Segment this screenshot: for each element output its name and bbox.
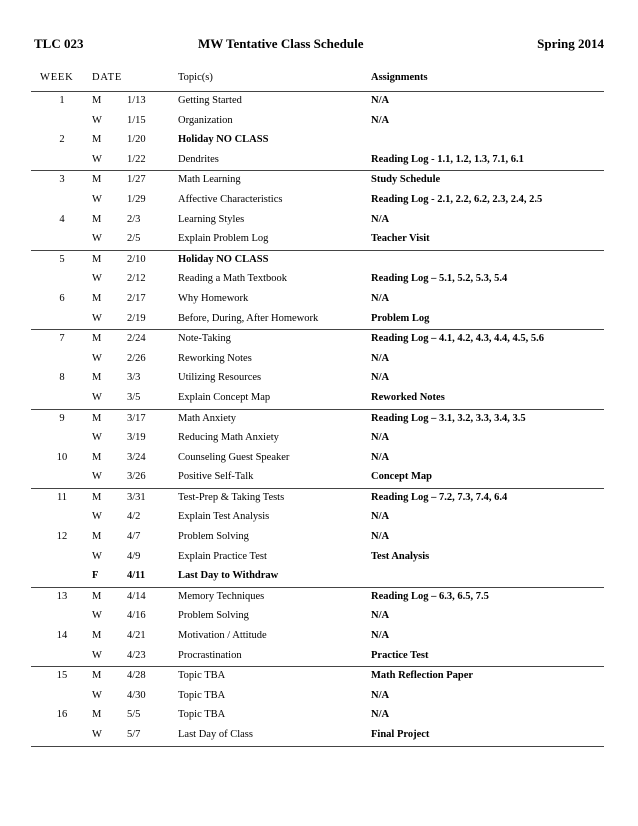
topic-cell: Topic TBA xyxy=(178,670,226,682)
day-cell: W xyxy=(92,550,102,562)
date-cell: 4/14 xyxy=(127,590,146,602)
table-row xyxy=(31,647,604,667)
week-group xyxy=(31,170,604,249)
date-cell: 2/19 xyxy=(127,312,146,324)
assignment-cell: Reading Log - 2.1, 2.2, 6.2, 2.3, 2.4, 2.5 xyxy=(371,193,543,205)
column-header-date: DATE xyxy=(92,72,123,83)
date-cell: 1/15 xyxy=(127,114,146,126)
day-cell: M xyxy=(92,451,102,463)
table-row xyxy=(31,489,604,509)
assignment-cell: Math Reflection Paper xyxy=(371,670,474,682)
date-cell: 3/19 xyxy=(127,432,146,444)
assignment-cell: N/A xyxy=(371,610,390,622)
table-row xyxy=(31,429,604,449)
day-cell: M xyxy=(92,134,102,146)
column-header-week: WEEK xyxy=(40,72,74,83)
week-cell: 14 xyxy=(56,630,68,642)
table-row xyxy=(31,330,604,350)
topic-cell: Holiday NO CLASS xyxy=(178,253,269,265)
table-row xyxy=(31,151,604,171)
assignment-cell: Teacher Visit xyxy=(371,233,430,245)
topic-cell: Last Day of Class xyxy=(178,729,253,740)
assignment-cell: N/A xyxy=(371,689,390,701)
table-row xyxy=(31,726,604,746)
topic-cell: Utilizing Resources xyxy=(178,372,262,384)
table-row xyxy=(31,468,604,488)
day-cell: M xyxy=(92,333,102,345)
topic-cell: Problem Solving xyxy=(178,531,249,543)
date-cell: 2/17 xyxy=(127,292,146,304)
table-row xyxy=(31,171,604,191)
date-cell: 4/30 xyxy=(127,689,146,701)
assignment-cell: Concept Map xyxy=(371,471,432,483)
topic-cell: Topic TBA xyxy=(178,709,226,721)
date-cell: 4/2 xyxy=(127,511,141,523)
topic-cell: Reworking Notes xyxy=(178,352,252,364)
week-cell: 1 xyxy=(59,95,65,106)
table-row xyxy=(31,251,604,271)
assignment-cell: N/A xyxy=(371,630,390,642)
topic-cell: Math Learning xyxy=(178,174,241,186)
date-cell: 5/7 xyxy=(127,729,141,740)
week-cell: 4 xyxy=(59,213,65,225)
topic-cell: Memory Techniques xyxy=(178,590,265,602)
date-cell: 2/24 xyxy=(127,333,146,345)
topic-cell: Reading a Math Textbook xyxy=(178,273,288,285)
date-cell: 4/21 xyxy=(127,630,146,642)
column-header-assignments: Assignments xyxy=(371,72,428,83)
day-cell: M xyxy=(92,590,102,602)
day-cell: W xyxy=(92,193,102,205)
assignment-cell: Study Schedule xyxy=(371,174,441,186)
date-cell: 3/3 xyxy=(127,372,141,384)
topic-cell: Topic TBA xyxy=(178,689,226,701)
date-cell: 3/31 xyxy=(127,491,146,503)
week-cell: 11 xyxy=(56,491,68,503)
document-title: MW Tentative Class Schedule xyxy=(198,36,364,51)
date-cell: 1/29 xyxy=(127,193,146,205)
assignment-cell: N/A xyxy=(371,531,390,543)
week-cell: 9 xyxy=(59,412,65,424)
week-group xyxy=(31,91,604,170)
assignment-cell: Final Project xyxy=(371,729,430,740)
assignment-cell: Reading Log - 1.1, 1.2, 1.3, 7.1, 6.1 xyxy=(371,153,524,165)
table-row xyxy=(31,548,604,568)
date-cell: 2/12 xyxy=(127,273,146,285)
table-row xyxy=(31,588,604,608)
assignment-cell: Reworked Notes xyxy=(371,391,445,403)
assignment-cell: Practice Test xyxy=(371,649,429,661)
schedule-table xyxy=(31,91,604,747)
assignment-cell: N/A xyxy=(371,451,390,463)
topic-cell: Counseling Guest Speaker xyxy=(178,451,290,463)
course-code: TLC 023 xyxy=(34,36,84,51)
day-cell: F xyxy=(92,570,99,582)
topic-cell: Learning Styles xyxy=(178,213,245,225)
week-group xyxy=(31,409,604,488)
assignment-cell: N/A xyxy=(371,511,390,523)
assignment-cell: N/A xyxy=(371,432,390,444)
assignment-cell: N/A xyxy=(371,709,390,721)
day-cell: W xyxy=(92,352,102,364)
assignment-cell: N/A xyxy=(371,372,390,384)
day-cell: W xyxy=(92,233,102,245)
topic-cell: Affective Characteristics xyxy=(178,193,283,205)
week-group xyxy=(31,488,604,587)
topic-cell: Test-Prep & Taking Tests xyxy=(178,491,285,503)
table-row xyxy=(31,230,604,250)
topic-cell: Note-Taking xyxy=(178,333,231,345)
assignment-cell: Reading Log – 4.1, 4.2, 4.3, 4.4, 4.5, 5.6 xyxy=(371,333,544,345)
date-cell: 3/5 xyxy=(127,391,141,403)
table-row xyxy=(31,607,604,627)
day-cell: W xyxy=(92,114,102,126)
topic-cell: Problem Solving xyxy=(178,610,249,622)
table-row xyxy=(31,627,604,647)
date-cell: 1/20 xyxy=(127,134,146,146)
day-cell: W xyxy=(92,649,102,661)
term-label: Spring 2014 xyxy=(537,36,604,51)
assignment-cell: Reading Log – 6.3, 6.5, 7.5 xyxy=(371,590,489,602)
week-cell: 3 xyxy=(59,174,65,186)
topic-cell: Motivation / Attitude xyxy=(178,630,267,642)
topic-cell: Why Homework xyxy=(178,292,249,304)
date-cell: 5/5 xyxy=(127,709,141,721)
topic-cell: Dendrites xyxy=(178,153,219,165)
table-row xyxy=(31,211,604,231)
topic-cell: Math Anxiety xyxy=(178,412,237,424)
table-row xyxy=(31,290,604,310)
day-cell: M xyxy=(92,412,102,424)
table-row xyxy=(31,112,604,132)
document-header xyxy=(34,36,604,54)
week-cell: 8 xyxy=(59,372,65,384)
date-cell: 1/22 xyxy=(127,153,146,165)
assignment-cell: N/A xyxy=(371,213,390,225)
week-cell: 15 xyxy=(56,670,68,682)
day-cell: W xyxy=(92,432,102,444)
topic-cell: Explain Test Analysis xyxy=(178,511,270,523)
topic-cell: Getting Started xyxy=(178,95,242,106)
day-cell: W xyxy=(92,729,102,740)
date-cell: 1/13 xyxy=(127,95,146,106)
topic-cell: Organization xyxy=(178,114,233,126)
day-cell: W xyxy=(92,153,102,165)
week-cell: 10 xyxy=(56,451,68,463)
column-headers xyxy=(34,72,604,88)
topic-cell: Explain Concept Map xyxy=(178,391,271,403)
week-group xyxy=(31,329,604,408)
date-cell: 2/3 xyxy=(127,213,141,225)
date-cell: 2/10 xyxy=(127,253,146,265)
date-cell: 3/24 xyxy=(127,451,146,463)
day-cell: M xyxy=(92,372,102,384)
table-row xyxy=(31,508,604,528)
day-cell: W xyxy=(92,610,102,622)
table-row xyxy=(31,667,604,687)
date-cell: 4/23 xyxy=(127,649,146,661)
table-row xyxy=(31,270,604,290)
day-cell: M xyxy=(92,292,102,304)
day-cell: M xyxy=(92,670,102,682)
assignment-cell: Reading Log – 3.1, 3.2, 3.3, 3.4, 3.5 xyxy=(371,412,526,424)
week-cell: 16 xyxy=(56,709,68,721)
day-cell: W xyxy=(92,391,102,403)
date-cell: 4/7 xyxy=(127,531,141,543)
topic-cell: Last Day to Withdraw xyxy=(178,570,279,582)
column-header-topic: Topic(s) xyxy=(178,72,213,83)
day-cell: W xyxy=(92,471,102,483)
date-cell: 4/11 xyxy=(127,570,146,582)
week-cell: 7 xyxy=(59,333,65,345)
date-cell: 4/28 xyxy=(127,670,146,682)
week-cell: 2 xyxy=(59,134,65,146)
date-cell: 3/17 xyxy=(127,412,146,424)
table-row xyxy=(31,410,604,430)
topic-cell: Reducing Math Anxiety xyxy=(178,432,279,444)
table-row xyxy=(31,449,604,469)
week-group xyxy=(31,250,604,329)
week-cell: 12 xyxy=(56,531,68,543)
assignment-cell: N/A xyxy=(371,292,390,304)
assignment-cell: Problem Log xyxy=(371,312,430,324)
table-row xyxy=(31,706,604,726)
week-group xyxy=(31,587,604,666)
day-cell: M xyxy=(92,630,102,642)
day-cell: M xyxy=(92,213,102,225)
table-row xyxy=(31,369,604,389)
day-cell: W xyxy=(92,273,102,285)
date-cell: 3/26 xyxy=(127,471,146,483)
week-cell: 13 xyxy=(56,590,68,602)
day-cell: W xyxy=(92,312,102,324)
date-cell: 2/5 xyxy=(127,233,141,245)
topic-cell: Explain Practice Test xyxy=(178,550,267,562)
week-cell: 5 xyxy=(59,253,65,265)
assignment-cell: Test Analysis xyxy=(371,550,430,562)
table-row xyxy=(31,310,604,330)
table-row xyxy=(31,92,604,112)
table-row xyxy=(31,350,604,370)
table-row xyxy=(31,687,604,707)
table-row xyxy=(31,389,604,409)
date-cell: 4/9 xyxy=(127,550,141,562)
week-group xyxy=(31,666,604,746)
day-cell: W xyxy=(92,511,102,523)
date-cell: 1/27 xyxy=(127,174,146,186)
topic-cell: Positive Self-Talk xyxy=(178,471,254,483)
assignment-cell: N/A xyxy=(371,114,390,126)
assignment-cell: Reading Log – 5.1, 5.2, 5.3, 5.4 xyxy=(371,273,508,285)
assignment-cell: Reading Log – 7.2, 7.3, 7.4, 6.4 xyxy=(371,491,508,503)
day-cell: W xyxy=(92,689,102,701)
day-cell: M xyxy=(92,95,102,106)
topic-cell: Procrastination xyxy=(178,649,242,661)
table-row xyxy=(31,528,604,548)
day-cell: M xyxy=(92,253,102,265)
assignment-cell: N/A xyxy=(371,95,390,106)
date-cell: 4/16 xyxy=(127,610,146,622)
topic-cell: Holiday NO CLASS xyxy=(178,134,269,146)
day-cell: M xyxy=(92,531,102,543)
day-cell: M xyxy=(92,709,102,721)
date-cell: 2/26 xyxy=(127,352,146,364)
week-cell: 6 xyxy=(59,292,65,304)
table-row xyxy=(31,131,604,151)
topic-cell: Before, During, After Homework xyxy=(178,312,319,324)
topic-cell: Explain Problem Log xyxy=(178,233,269,245)
table-row xyxy=(31,191,604,211)
day-cell: M xyxy=(92,491,102,503)
table-row xyxy=(31,567,604,587)
assignment-cell: N/A xyxy=(371,352,390,364)
day-cell: M xyxy=(92,174,102,186)
